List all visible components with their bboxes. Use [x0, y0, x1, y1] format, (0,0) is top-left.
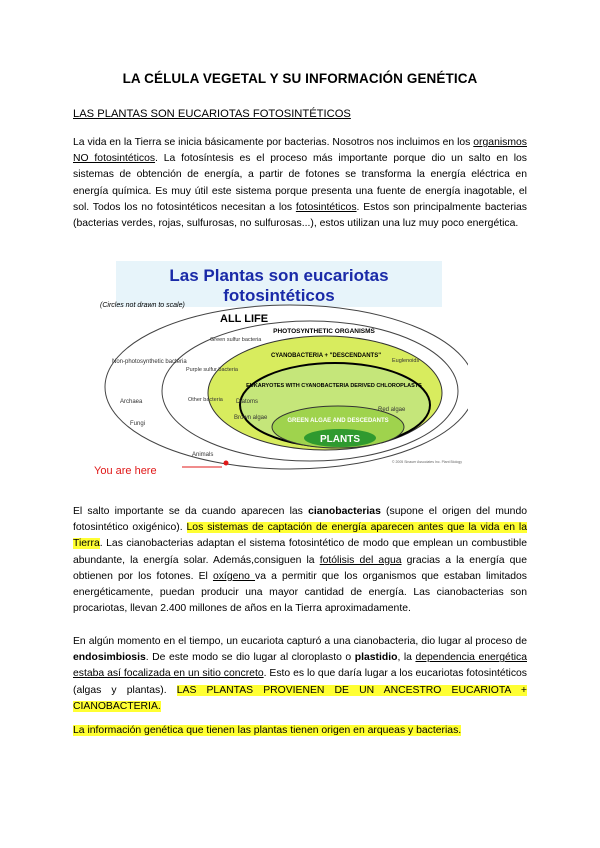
section-heading: LAS PLANTAS SON EUCARIOTAS FOTOSINTÉTICOS — [73, 108, 351, 120]
non-photosynthetic-label: Non-photosynthetic bacteria — [112, 359, 187, 365]
highlighted-text: LAS PLANTAS PROVIENEN DE UN ANCESTRO EUCARIOTA + CIANOBACTERIA. — [73, 684, 527, 712]
figure-credit: © 2005 Sinauer Associates Inc. Plant Biology — [391, 460, 462, 464]
text: . La fotosíntesis es el proceso más importante porque dio un salto en los sistemas de obtención de energía, a partir de fotones se transforma la energía eléctrica en energía química. Es muy útil este sistema porque presenta una fuente de energía inagotable, el sol. Todos los no fotosintéticos necesitan a los — [73, 153, 527, 213]
text: (supone el origen del mundo fotosintético oxigénico). — [73, 506, 527, 534]
text: , la — [397, 652, 416, 664]
text: En algún momento en el tiempo, un eucariota capturó a una cianobacteria, dio lugar al proceso de — [73, 636, 527, 647]
underlined-term: oxígeno — [212, 570, 256, 582]
bold-term: cianobacterias — [308, 506, 381, 517]
diagram-title-line1: Las Plantas son eucariotas — [169, 266, 389, 285]
animals-label: Animals — [192, 452, 214, 458]
green-algae-label: GREEN ALGAE AND DESCEDANTS — [287, 418, 389, 424]
text: . De este modo se dio lugar al cloroplasto o — [145, 652, 355, 664]
paragraph-genetic-origin — [73, 723, 527, 739]
diatoms-label: Diatoms — [236, 399, 259, 405]
highlighted-text: La información genética que tienen las plantas tienen origen en arqueas y bacterias. — [73, 725, 462, 736]
underlined-term: fotólisis del agua — [319, 554, 402, 566]
you-are-here-label: You are here — [94, 465, 157, 477]
other-bacteria-label: Other bacteria — [188, 397, 223, 403]
green-sulfur-label: Green sulfur bacteria — [210, 337, 262, 343]
euglenoids-label: Euglenoids — [392, 358, 420, 364]
brown-algae-label: Brown algae — [234, 415, 268, 421]
plants-label: PLANTS — [320, 434, 360, 445]
text: . Esto es lo que daría lugar a los eucariotas fotosintéticos (algas y plantas). — [73, 668, 528, 696]
cyanobacteria-label: CYANOBACTERIA + "DESCENDANTS" — [270, 353, 382, 359]
archaea-label: Archaea — [120, 399, 143, 405]
paragraph-intro — [73, 135, 527, 232]
underlined-term: dependencia energética estaba así focalizada en un sitio concreto — [73, 652, 527, 680]
scale-note: (Circles not drawn to scale) — [100, 302, 185, 309]
highlighted-text: Los sistemas de captación de energía aparecen antes que la vida en la Tierra — [73, 522, 527, 550]
fungi-label: Fungi — [130, 421, 146, 427]
plants-diagram — [90, 255, 468, 477]
text: . Las cianobacterias adaptan el sistema fotosintético de modo que emplean un combustible abundante, la energía solar. Además,consiguen la — [73, 538, 527, 566]
text: . Estos son principalmente bacterias (bacterias verdes, rojas, sulfurosas, no sulfurosas...), estos utilizan una luz muy poco energética. — [73, 201, 527, 230]
eukaryotes-label: EUKARYOTES WITH CYANOBACTERIA DERIVED CHLOROPLASTS — [246, 383, 422, 389]
diagram-title-line2: fotosintéticos — [223, 286, 335, 305]
page-title: LA CÉLULA VEGETAL Y SU INFORMACIÓN GENÉTICA — [122, 71, 478, 86]
underlined-term: fotosintéticos — [295, 201, 357, 213]
text: gracias a la energía que obtienen por los fotones. El — [73, 554, 527, 582]
text: va a permitir que los organismos que estaban limitados energéticamente, puedan producir una mayor cantidad de energía. Las cianobacterias son procariotas, llevan 2.400 millones de años en la Tierra aproximadamente. — [73, 570, 527, 615]
you-are-here-dot — [224, 461, 229, 466]
text: La vida en la Tierra se inicia básicamente por bacterias. Nosotros nos incluimos en los — [73, 137, 474, 148]
all-life-label: ALL LIFE — [220, 313, 269, 325]
bold-term: plastidio — [354, 652, 398, 664]
text: El salto importante se da cuando aparecen las — [73, 506, 309, 517]
photosynthetic-label: PHOTOSYNTHETIC ORGANISMS — [273, 328, 375, 335]
paragraph-cyanobacteria — [73, 504, 527, 617]
bold-term: endosimbiosis — [73, 652, 146, 664]
underlined-term: organismos NO fotosintéticos — [73, 137, 527, 165]
purple-sulfur-label: Purple sulfur bacteria — [186, 367, 238, 373]
paragraph-endosymbiosis — [73, 634, 527, 715]
red-algae-label: Red algae — [378, 407, 406, 413]
